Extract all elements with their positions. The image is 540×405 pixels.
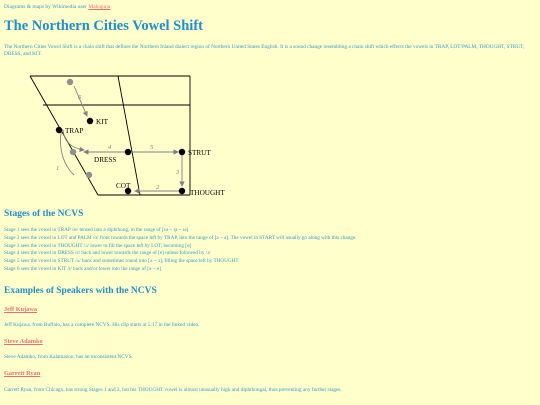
vowel-shift-diagram [0,60,300,202]
speaker-description: Jeff Kujawa, from Buffalo, has a complete NCVS. His clip starts at 5:17 in the linked video. [4,322,200,328]
stage-item: Stage 6 sees the vowel in KIT /ɪ/ back and/or lower into the range of [ɘ ~ ɵ] [4,265,161,272]
step-number-2: 2 [156,184,160,191]
credit-prefix: Diagrams & maps by Wikimedia user [4,4,89,10]
speaker-link-jeff-kujawa[interactable]: Jeff Kujawa [4,306,38,313]
image-credit [4,4,110,10]
label-kit: KIT [96,118,108,126]
speaker-description: Garrett Ryan, from Chicago, has strong Stages 1 and 2, but his THOUGHT vowel is almost unusually high and diphthongal, thus preventing any further stages. [4,387,342,393]
credit-user-link[interactable]: Mahapuja [88,4,111,10]
thought-dot [179,188,185,194]
step-number-3: 3 [176,169,180,176]
trap-origin-dot [86,172,92,178]
step-number-4: 4 [108,144,112,151]
dress-dot [125,149,131,155]
stages-heading: Stages of the NCVS [4,209,84,219]
examples-heading: Examples of Speakers with the NCVS [4,286,157,296]
label-trap: TRAP [65,127,84,135]
kit-dot [87,118,93,124]
strut-dot [179,149,185,155]
stages-list [4,227,356,274]
speaker-link-garrett-ryan[interactable]: Garrett Ryan [4,370,41,377]
page-title: The Northern Cities Vowel Shift [4,18,203,34]
arrow-step-6 [74,86,87,116]
step-number-6: 6 [78,94,82,101]
stage-item: Stage 5 sees the vowel in STRUT /ʌ/ back and sometimes round into [ʌ ~ ɔ], filling the space left by THOUGHT [4,258,239,265]
stage-item: Stage 4 sees the vowel in DRESS /ɛ/ back and lower towards the range of [ɐ] unless followed by /ɹ/ [4,250,211,257]
stage-item: Stage 1 sees the vowel in TRAP /æ/ tensed into a diphthong, in the range of [ɛ̝ə ~ ɪ̞ə ~ ɪə] [4,227,189,233]
label-cot: COT [116,182,131,190]
label-strut: STRUT [188,149,211,157]
label-dress: DRESS [94,156,117,164]
step-number-1: 1 [56,165,60,172]
stage-item: Stage 3 sees the vowel in THOUGHT /ɔ/ lower to fill the space left by LOT, becoming [ɑ] [4,242,192,249]
trap-dot [56,127,62,133]
stage-item: Stage 2 sees the vowel in LOT and PALM /ɑ/ front towards the space left by TRAP, into the range of [a ~ a]. The vowel in START will usually go along with this change. [4,234,357,241]
label-thought: THOUGHT [190,189,225,197]
kit-origin-dot [67,79,73,85]
vowel-trapezoid [30,76,190,195]
speaker-description: Steve Adamko, from Kalamazoo, has an inconsistent NCVS. [4,354,133,360]
intro-paragraph: The Northern Cities Vowel Shift is a chain shift that defines the Northern Inland dialect region of Northern United States English. It is a sound change resembling a chain shift which effects the vowels in TRAP, LOT/PALM, THOUGHT, STRUT, DRESS, and KIT. [4,44,525,57]
speaker-link-steve-adamko[interactable]: Steve Adamko [4,338,43,345]
dress-target-dot [70,149,76,155]
step-number-5: 5 [150,144,154,151]
